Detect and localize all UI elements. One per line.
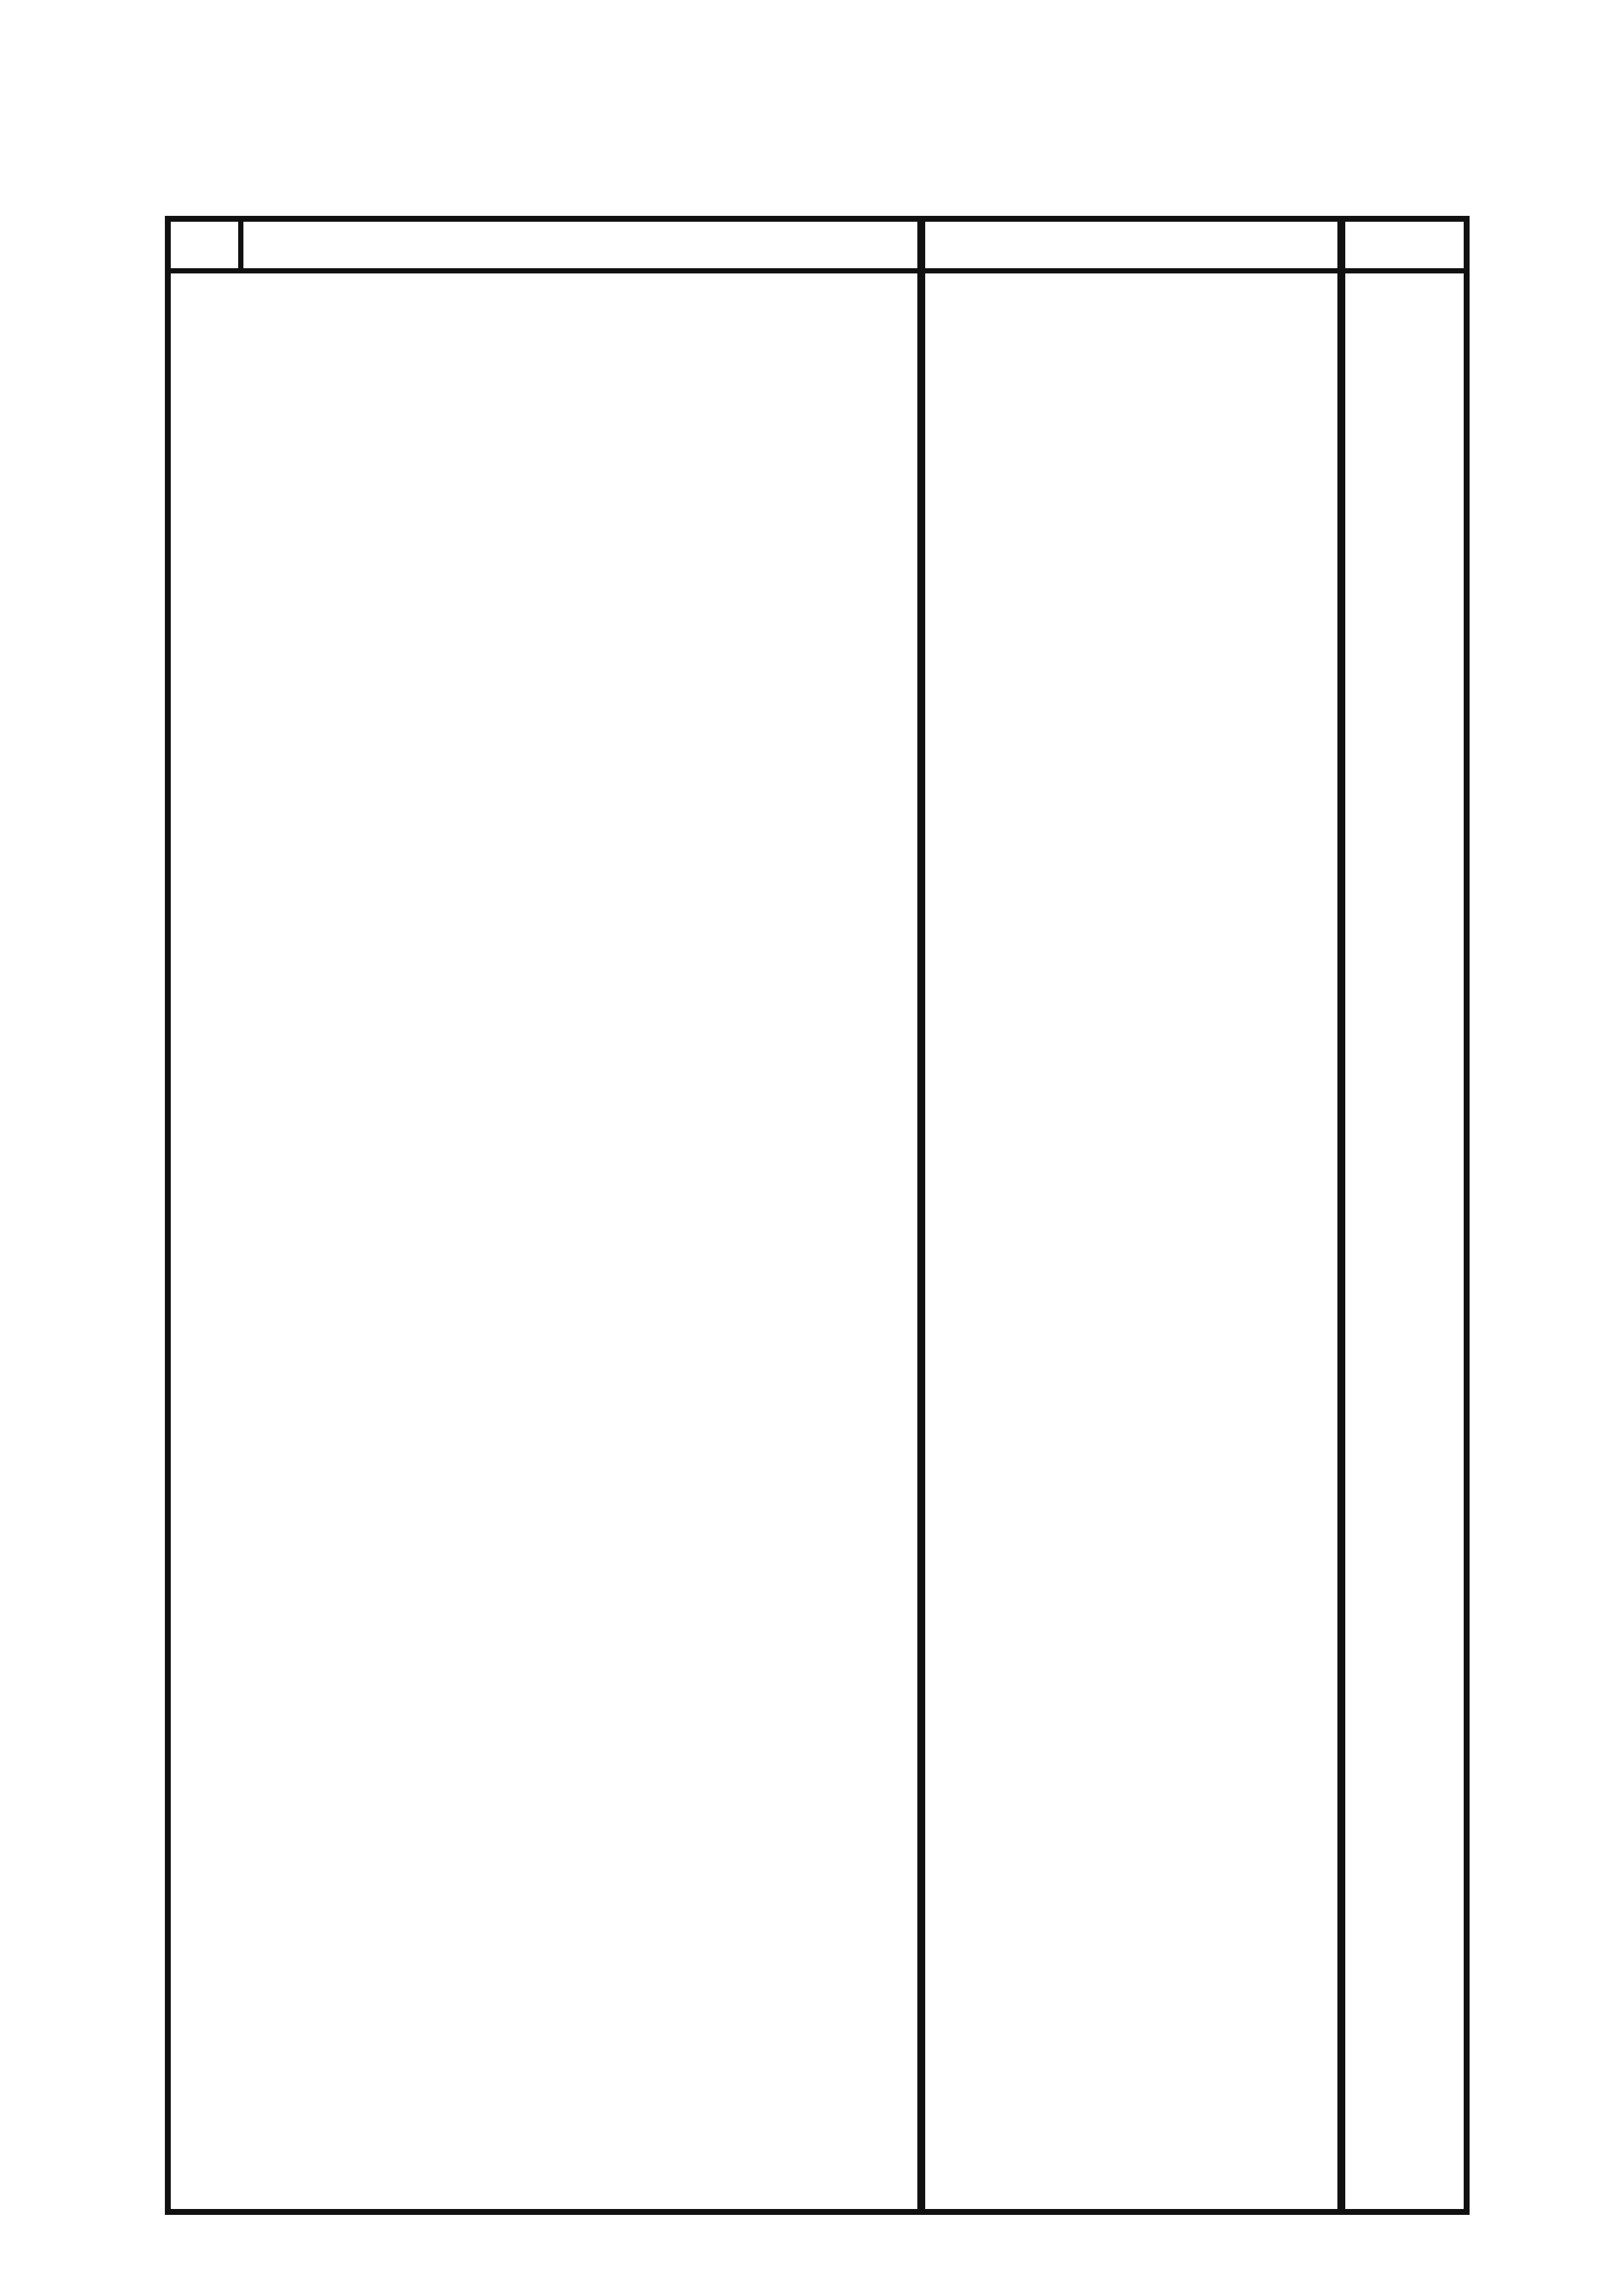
- header-content: [243, 224, 917, 270]
- column-divider-sno: [238, 216, 243, 271]
- column-divider-contributor: [1337, 216, 1345, 2215]
- header-sno: [168, 224, 238, 270]
- column-divider-content: [917, 216, 925, 2215]
- index-table: [165, 216, 1470, 2215]
- header-page: [1345, 224, 1463, 270]
- header-contributor: [925, 224, 1337, 270]
